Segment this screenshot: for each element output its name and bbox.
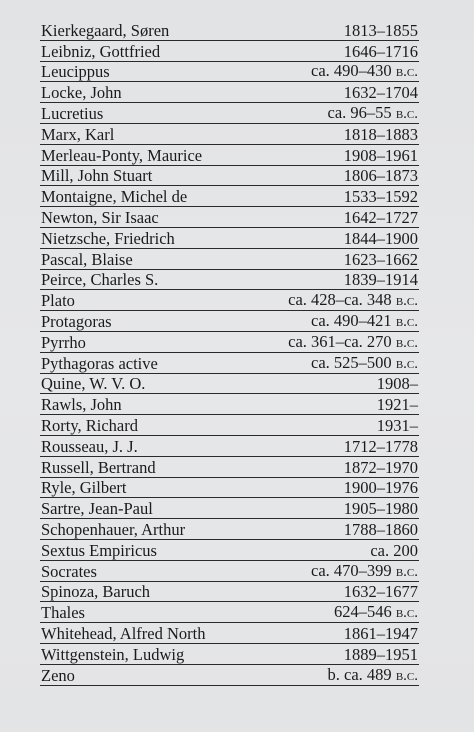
table-row (40, 124, 419, 145)
life-dates (344, 646, 419, 664)
table-row (40, 62, 419, 83)
life-dates (311, 562, 419, 581)
philosopher-name: Leucippus (41, 62, 110, 82)
date-range: 1861–1947 (343, 623, 418, 643)
table-row (40, 644, 419, 665)
date-range: 1712–1778 (343, 436, 418, 456)
life-dates (344, 43, 419, 61)
life-dates (311, 354, 419, 373)
philosopher-name: Ryle, Gilbert (41, 478, 127, 498)
table-row (40, 519, 419, 540)
date-range: ca. 200 (370, 540, 418, 560)
philosopher-name: Schopenhauer, Arthur (41, 519, 186, 539)
era-marker: b.c. (395, 105, 418, 122)
philosopher-name: Pascal, Blaise (41, 249, 133, 269)
date-range: b. ca. 489 (327, 664, 392, 684)
life-dates (344, 479, 419, 497)
era-marker: b.c. (395, 667, 418, 684)
philosopher-name: Rawls, John (41, 395, 122, 415)
date-range: ca. 428–ca. 348 (288, 290, 392, 310)
era-marker: b.c. (395, 605, 418, 622)
philosophers-dates-table (40, 20, 419, 686)
life-dates (377, 375, 419, 393)
life-dates (344, 625, 419, 643)
date-range: 624–546 (333, 602, 392, 622)
life-dates (370, 542, 419, 560)
era-marker: b.c. (395, 334, 418, 351)
table-row (40, 41, 419, 62)
table-row (40, 436, 419, 457)
philosopher-name: Marx, Karl (41, 124, 115, 144)
life-dates (344, 271, 419, 289)
date-range: 1788–1860 (343, 519, 418, 539)
table-row (40, 540, 419, 561)
date-range: 1905–1980 (343, 499, 418, 519)
philosopher-name: Zeno (41, 665, 75, 685)
philosopher-name: Quine, W. V. O. (41, 374, 146, 394)
date-range: ca. 525–500 (311, 352, 392, 372)
philosopher-name: Spinoza, Baruch (41, 582, 151, 602)
philosopher-name: Mill, John Stuart (41, 166, 153, 186)
date-range: 1632–1677 (343, 582, 418, 602)
philosopher-name: Rousseau, J. J. (41, 436, 138, 456)
table-row (40, 82, 419, 103)
philosopher-name: Whitehead, Alfred North (41, 623, 206, 643)
life-dates (334, 603, 419, 622)
philosopher-name: Lucretius (41, 103, 104, 123)
date-range: 1900–1976 (343, 478, 418, 498)
life-dates (344, 209, 419, 227)
life-dates (288, 333, 419, 352)
life-dates (311, 62, 419, 81)
life-dates (344, 188, 419, 206)
philosopher-name: Wittgenstein, Ludwig (41, 644, 185, 664)
life-dates (344, 583, 419, 601)
philosopher-name: Sextus Empiricus (41, 540, 157, 560)
life-dates (377, 417, 419, 435)
date-range: 1818–1883 (343, 124, 418, 144)
philosopher-name: Plato (41, 291, 75, 311)
date-range: 1921– (376, 395, 418, 415)
life-dates (288, 291, 419, 310)
table-row (40, 582, 419, 603)
date-range: 1813–1855 (343, 20, 418, 40)
era-marker: b.c. (395, 563, 418, 580)
table-row (40, 249, 419, 270)
philosopher-name: Pyrrho (41, 332, 86, 352)
life-dates (344, 22, 419, 40)
table-row (40, 20, 419, 41)
life-dates (344, 230, 419, 248)
table-row (40, 561, 419, 582)
date-range: 1872–1970 (343, 457, 418, 477)
table-row (40, 145, 419, 166)
life-dates (344, 147, 419, 165)
table-row (40, 498, 419, 519)
date-range: 1533–1592 (343, 187, 418, 207)
date-range: ca. 96–55 (327, 102, 392, 122)
era-marker: b.c. (395, 293, 418, 310)
date-range: 1632–1704 (343, 83, 418, 103)
philosopher-name: Sartre, Jean-Paul (41, 499, 153, 519)
date-range: 1889–1951 (343, 644, 418, 664)
table-row (40, 623, 419, 644)
era-marker: b.c. (395, 355, 418, 372)
table-row (40, 394, 419, 415)
table-row (40, 353, 419, 374)
table-row (40, 290, 419, 311)
date-range: 1839–1914 (343, 270, 418, 290)
date-range: 1908– (376, 374, 418, 394)
life-dates (344, 167, 419, 185)
era-marker: b.c. (395, 64, 418, 81)
life-dates (377, 396, 419, 414)
table-row (40, 602, 419, 623)
philosopher-name: Thales (41, 603, 85, 623)
date-range: ca. 470–399 (311, 560, 392, 580)
table-row (40, 207, 419, 228)
philosopher-name: Locke, John (41, 83, 122, 103)
table-row (40, 374, 419, 395)
date-range: 1844–1900 (343, 228, 418, 248)
date-range: ca. 490–421 (311, 310, 392, 330)
life-dates (344, 459, 419, 477)
table-row (40, 103, 419, 124)
philosopher-name: Newton, Sir Isaac (41, 207, 159, 227)
life-dates (344, 84, 419, 102)
philosopher-name: Rorty, Richard (41, 415, 138, 435)
life-dates (344, 500, 419, 518)
philosopher-name: Kierkegaard, Søren (41, 20, 170, 40)
philosopher-name: Merleau-Ponty, Maurice (41, 145, 203, 165)
table-row (40, 332, 419, 353)
philosopher-name: Peirce, Charles S. (41, 270, 159, 290)
philosopher-name: Leibniz, Gottfried (41, 41, 161, 61)
date-range: 1931– (376, 415, 418, 435)
philosopher-name: Pythagoras active (41, 353, 158, 373)
date-range: 1908–1961 (343, 145, 418, 165)
life-dates (328, 666, 419, 685)
table-row (40, 166, 419, 187)
date-range: 1806–1873 (343, 166, 418, 186)
life-dates (344, 521, 419, 539)
table-row (40, 478, 419, 499)
date-range: 1646–1716 (343, 41, 418, 61)
table-row (40, 270, 419, 291)
date-range: 1642–1727 (343, 207, 418, 227)
philosopher-name: Protagoras (41, 311, 112, 331)
table-row (40, 186, 419, 207)
life-dates (344, 126, 419, 144)
table-row (40, 457, 419, 478)
life-dates (311, 312, 419, 331)
table-row (40, 228, 419, 249)
life-dates (344, 251, 419, 269)
table-row (40, 665, 419, 686)
date-range: 1623–1662 (343, 249, 418, 269)
philosopher-name: Montaigne, Michel de (41, 187, 188, 207)
table-row (40, 311, 419, 332)
table-row (40, 415, 419, 436)
philosopher-name: Socrates (41, 561, 97, 581)
date-range: ca. 361–ca. 270 (288, 331, 392, 351)
philosopher-name: Russell, Bertrand (41, 457, 156, 477)
era-marker: b.c. (395, 313, 418, 330)
life-dates (344, 438, 419, 456)
life-dates (328, 104, 419, 123)
philosopher-name: Nietzsche, Friedrich (41, 228, 175, 248)
date-range: ca. 490–430 (311, 61, 392, 81)
